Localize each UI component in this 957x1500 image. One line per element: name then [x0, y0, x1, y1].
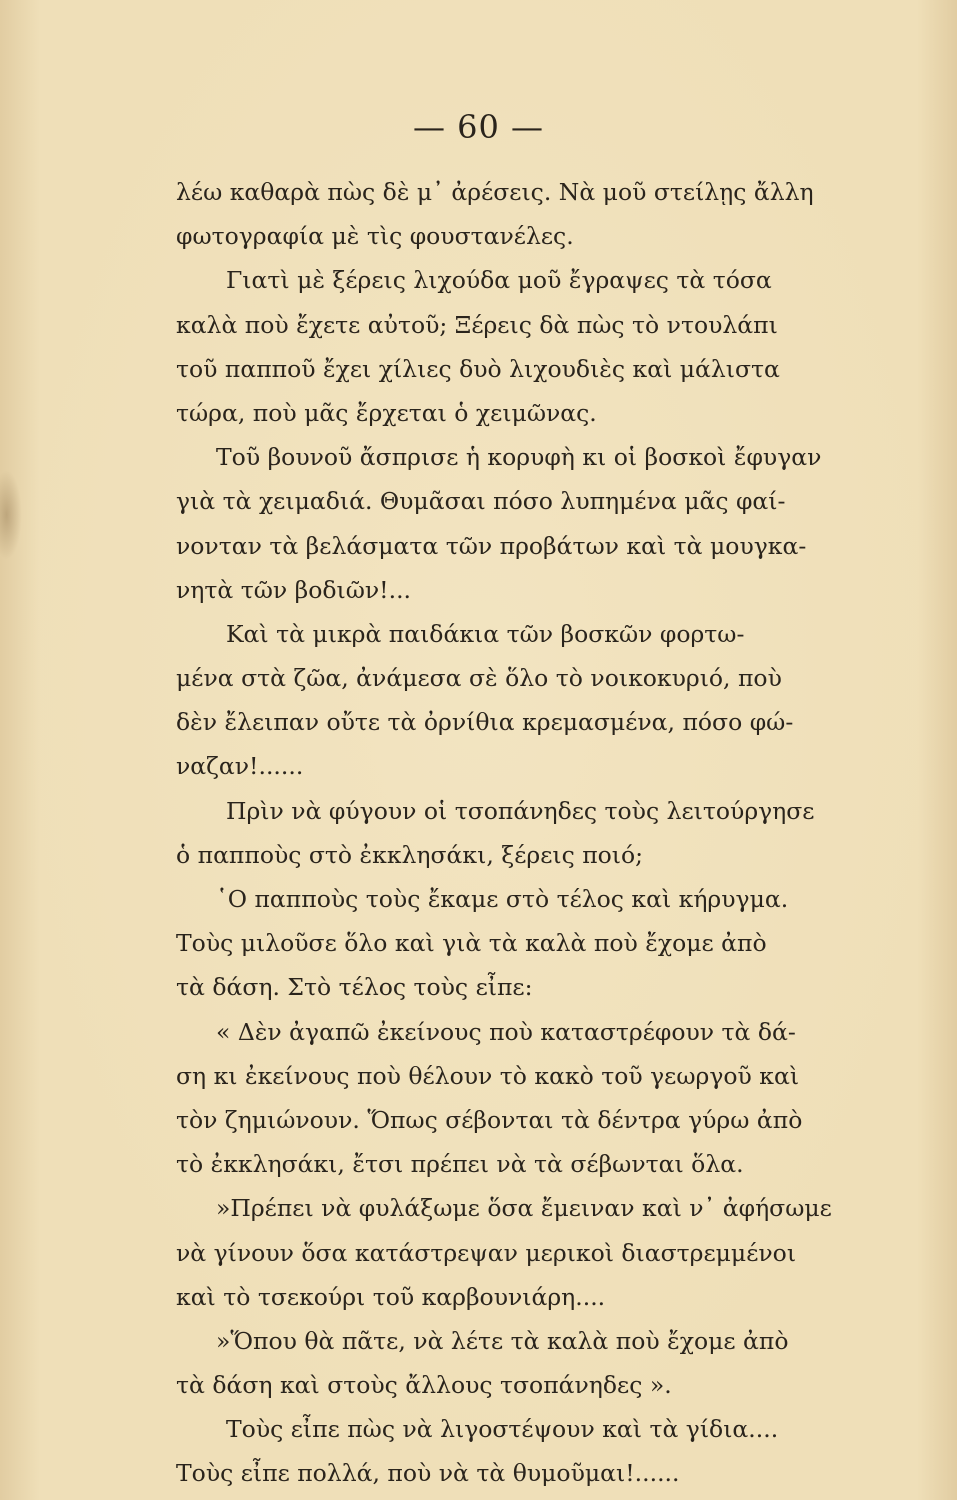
text-line: τὸν ζημιώνουν. Ὅπως σέβονται τὰ δέντρα γύρω ἀπὸ — [176, 1105, 803, 1134]
text-line: μένα στὰ ζῶα, ἀνάμεσα σὲ ὅλο τὸ νοικοκυριό, ποὺ — [176, 664, 782, 693]
text-line: τὰ δάση καὶ στοὺς ἄλλους τσοπάνηδες ». — [176, 1371, 672, 1400]
text-line: τὰ δάση. Στὸ τέλος τοὺς εἶπε: — [176, 973, 533, 1002]
text-line: ὁ παπποὺς στὸ ἐκκλησάκι, ξέρεις ποιό; — [176, 840, 644, 869]
text-line: νονταν τὰ βελάσματα τῶν προβάτων καὶ τὰ μουγκα- — [176, 531, 807, 560]
text-line: τώρα, ποὺ μᾶς ἔρχεται ὁ χειμῶνας. — [176, 398, 597, 427]
text-line: Τοὺς μιλοῦσε ὅλο καὶ γιὰ τὰ καλὰ ποὺ ἔχομε ἀπὸ — [176, 929, 767, 958]
body-text — [176, 170, 926, 1496]
text-line: τὸ ἐκκλησάκι, ἔτσι πρέπει νὰ τὰ σέβωνται ὅλα. — [176, 1150, 744, 1179]
paragraph-first-line: Τοῦ βουνοῦ ἄσπρισε ἡ κορυφὴ κι οἱ βοσκοὶ ἔφυγαν — [216, 443, 822, 472]
paragraph-first-line: Πρὶν νὰ φύγουν οἱ τσοπάνηδες τοὺς λειτούργησε — [226, 796, 815, 825]
text-line: ση κι ἐκείνους ποὺ θέλουν τὸ κακὸ τοῦ γεωργοῦ καὶ — [176, 1061, 800, 1090]
text-line: καλὰ ποὺ ἔχετε αὐτοῦ; Ξέρεις δὰ πὼς τὸ ντουλάπι — [176, 310, 778, 339]
text-line: τοῦ παπποῦ ἔχει χίλιες δυὸ λιχουδιὲς καὶ μάλιστα — [176, 354, 780, 383]
paragraph-first-line: ῾Ο παπποὺς τοὺς ἔκαμε στὸ τέλος καὶ κήρυγμα. — [216, 885, 789, 913]
page-number: — 60 — — [412, 108, 545, 146]
paragraph-first-line: Γιατὶ μὲ ξέρεις λιχούδα μοῦ ἔγραψες τὰ τόσα — [226, 266, 772, 295]
paragraph-first-line: »Πρέπει νὰ φυλάξωμε ὅσα ἔμειναν καὶ ν᾽ ἀφήσωμε — [216, 1194, 832, 1223]
text-line: λέω καθαρὰ πὼς δὲ μ᾽ ἀρέσεις. Νὰ μοῦ στείλῃς ἄλλη — [176, 178, 814, 206]
text-line: φωτογραφία μὲ τὶς φουστανέλες. — [176, 222, 574, 251]
text-line: ναζαν!...... — [176, 752, 304, 781]
text-line: νητὰ τῶν βοδιῶν!... — [176, 575, 412, 604]
text-line: γιὰ τὰ χειμαδιά. Θυμᾶσαι πόσο λυπημένα μᾶς φαί- — [176, 487, 786, 516]
paragraph-first-line: Τοὺς εἶπε πὼς νὰ λιγοστέψουν καὶ τὰ γίδια.... — [226, 1415, 779, 1444]
text-line: Τοὺς εἶπε πολλά, ποὺ νὰ τὰ θυμοῦμαι!...... — [176, 1459, 680, 1488]
text-line: νὰ γίνουν ὅσα κατάστρεψαν μερικοὶ διαστρεμμένοι — [176, 1238, 797, 1267]
text-line: δὲν ἔλειπαν οὔτε τὰ ὀρνίθια κρεμασμένα, πόσο φώ- — [176, 708, 794, 737]
paragraph-first-line: Καὶ τὰ μικρὰ παιδάκια τῶν βοσκῶν φορτω- — [226, 619, 745, 648]
paragraph-first-line: « Δὲν ἀγαπῶ ἐκείνους ποὺ καταστρέφουν τὰ δά- — [216, 1017, 796, 1046]
text-line: καὶ τὸ τσεκούρι τοῦ καρβουνιάρη.... — [176, 1282, 606, 1311]
paragraph-first-line: »Ὅπου θὰ πᾶτε, νὰ λέτε τὰ καλὰ ποὺ ἔχομε ἀπὸ — [216, 1326, 789, 1355]
page-stain — [0, 470, 22, 560]
